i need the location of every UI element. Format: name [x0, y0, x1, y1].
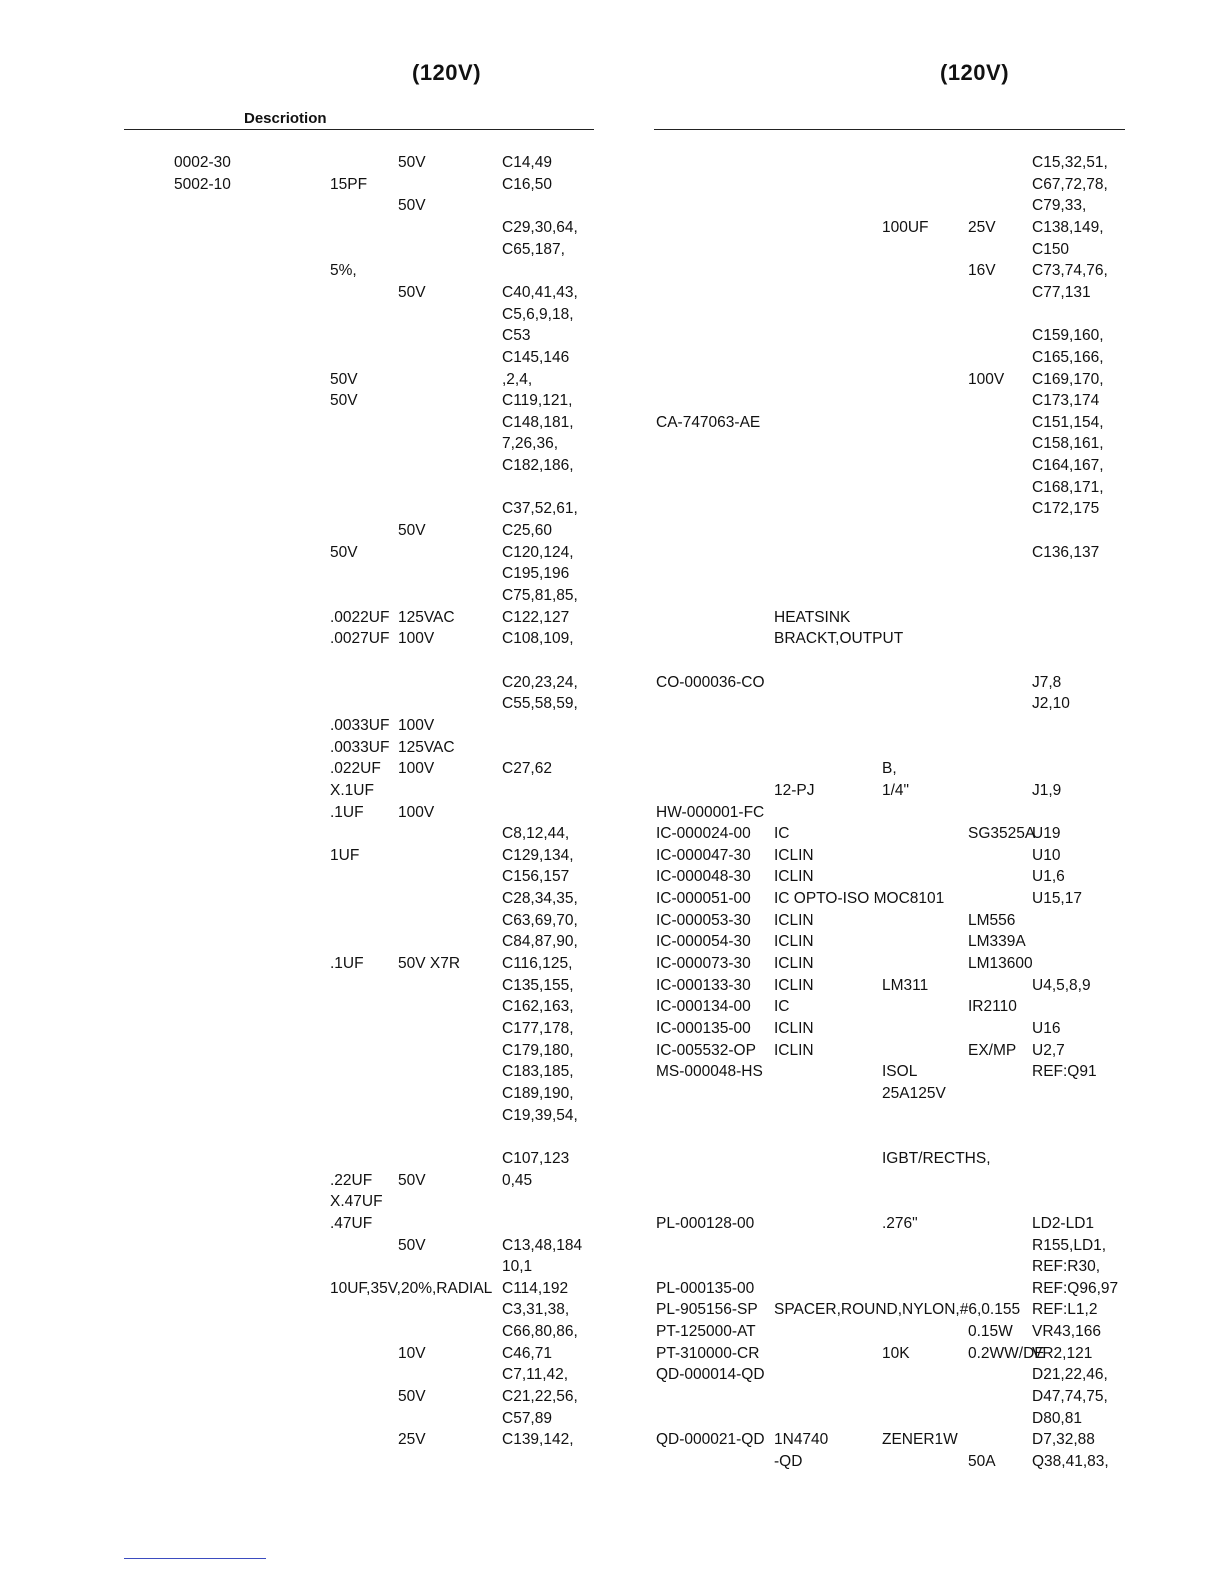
cell-ref: REF:L1,2: [1032, 1301, 1098, 1319]
cell-rating: 10V: [398, 1344, 426, 1362]
cell-ref: C177,178,: [502, 1020, 574, 1037]
cell-ref: C84,87,90,: [502, 933, 578, 951]
list-item: [0, 455, 1224, 477]
cell-ref: C40,41,43,: [502, 283, 578, 301]
cell-desc: IC: [774, 998, 790, 1016]
cell-ref: C8,12,44,: [502, 825, 570, 843]
cell-rating: 50A: [968, 1453, 996, 1470]
cell-rating: EX/MP: [968, 1041, 1017, 1059]
cell-value: .022UF: [330, 760, 381, 778]
cell-ref: U19: [1032, 825, 1061, 843]
list-item: [0, 1386, 1224, 1408]
list-item: [0, 1235, 1224, 1257]
cell-ref: C46,71: [502, 1344, 552, 1362]
list-item: [0, 1408, 1224, 1430]
list-item: [0, 195, 1224, 217]
cell-ref: C107,123: [502, 1149, 570, 1167]
cell-rating: 100V: [398, 630, 435, 648]
list-item: [0, 1364, 1224, 1386]
cell-ref: C195,196: [502, 565, 570, 583]
list-item: [0, 1018, 1224, 1040]
cell-value: 1UF: [330, 846, 360, 864]
cell-ref: C5,6,9,18,: [502, 305, 574, 323]
list-item: [0, 325, 1224, 347]
cell-part: IC-000024-00: [656, 825, 751, 843]
cell-value: .0033UF: [330, 738, 390, 756]
cell-rating: 0.15W: [968, 1323, 1013, 1341]
list-item: [0, 174, 1224, 196]
cell-value: .276": [882, 1214, 918, 1232]
list-item: [0, 1191, 1224, 1213]
cell-desc: BRACKT,OUTPUT: [774, 630, 904, 648]
cell-ref: C53: [502, 327, 531, 345]
list-item: [0, 715, 1224, 737]
cell-part: IC-000073-30: [656, 955, 751, 973]
cell-ref: C162,163,: [502, 998, 574, 1016]
cell-value: .1UF: [330, 803, 364, 821]
cell-ref: C135,155,: [502, 976, 574, 994]
list-item: [0, 672, 1224, 694]
cell-part: PT-125000-AT: [656, 1323, 756, 1341]
list-item: [0, 390, 1224, 412]
cell-ref: REF:Q96,97: [1032, 1279, 1119, 1297]
list-item: [0, 1148, 1224, 1170]
header-rule-right: [654, 129, 1125, 130]
cell-part: IC-000053-30: [656, 911, 751, 929]
cell-value: ZENER1W: [882, 1431, 958, 1449]
list-item: [0, 693, 1224, 715]
cell-rating: IR2110: [968, 998, 1017, 1016]
cell-rating: 100V: [398, 716, 435, 734]
list-item: [0, 931, 1224, 953]
cell-ref: U16: [1032, 1020, 1061, 1037]
cell-ref: C182,186,: [502, 457, 574, 475]
cell-desc: IC: [774, 825, 790, 843]
cell-desc: ICLIN: [774, 955, 814, 973]
cell-value: .0027UF: [330, 630, 390, 648]
cell-value: .1UF: [330, 955, 364, 973]
cell-desc: IC OPTO-ISO MOC8101: [774, 890, 945, 908]
cell-part: CA-747063-AE: [656, 413, 761, 431]
cell-desc: ICLIN: [774, 868, 814, 886]
cell-rating: 0.2WW/DE: [968, 1344, 1045, 1362]
cell-ref: 0,45: [502, 1171, 533, 1189]
cell-value: 15PF: [330, 175, 368, 193]
cell-ref: C3,31,38,: [502, 1301, 570, 1319]
cell-rating: 50V: [398, 1236, 426, 1254]
list-item: [0, 650, 1224, 672]
cell-part: QD-000021-QD: [656, 1431, 765, 1449]
cell-ref: C120,124,: [502, 543, 574, 561]
cell-ref: C158,161,: [1032, 435, 1104, 453]
cell-ref: C28,34,35,: [502, 890, 578, 908]
cell-part: QD-000014-QD: [656, 1366, 765, 1384]
cell-ref: C37,52,61,: [502, 500, 578, 518]
cell-ref: C145,146: [502, 348, 570, 366]
cell-ref: C114,192: [502, 1279, 569, 1297]
list-item: [0, 1343, 1224, 1365]
list-item: [0, 1299, 1224, 1321]
cell-desc: SPACER,ROUND,NYLON,#6,0.155: [774, 1301, 1021, 1319]
cell-desc: ICLIN: [774, 976, 814, 994]
list-item: [0, 1083, 1224, 1105]
cell-ref: C15,32,51,: [1032, 154, 1108, 171]
cell-desc: -QD: [774, 1453, 803, 1470]
cell-value: X.47UF: [330, 1193, 383, 1211]
cell-ref: C25,60: [502, 522, 552, 540]
cell-rating: 50V X7R: [398, 955, 461, 973]
cell-part: HW-000001-FC: [656, 803, 765, 821]
cell-ref: Q38,41,83,: [1032, 1453, 1109, 1470]
cell-ref: D7,32,88: [1032, 1431, 1095, 1449]
cell-rating: 50V: [398, 1171, 426, 1189]
cell-ref: C55,58,59,: [502, 695, 578, 713]
cell-value: .22UF: [330, 1171, 373, 1189]
cell-part: IC-000133-30: [656, 976, 751, 994]
cell-desc: ICLIN: [774, 933, 814, 951]
cell-value: .47UF: [330, 1214, 373, 1232]
cell-ref: C13,48,184: [502, 1236, 583, 1254]
cell-ref: D21,22,46,: [1032, 1366, 1108, 1384]
list-item: [0, 888, 1224, 910]
cell-ref: C20,23,24,: [502, 673, 578, 691]
list-item: [0, 412, 1224, 434]
cell-ref: C65,187,: [502, 240, 565, 258]
list-item: [0, 802, 1224, 824]
cell-ref: U15,17: [1032, 890, 1082, 908]
cell-ref: C75,81,85,: [502, 587, 578, 604]
cell-rating: LM13600: [968, 955, 1033, 973]
cell-value: 25A125V: [882, 1084, 946, 1102]
cell-ref: C165,166,: [1032, 348, 1104, 366]
cell-ref: C189,190,: [502, 1084, 574, 1102]
list-item: [0, 996, 1224, 1018]
cell-ref: REF:Q91: [1032, 1063, 1097, 1081]
cell-ref: C159,160,: [1032, 327, 1104, 345]
cell-ref: D80,81: [1032, 1409, 1082, 1427]
cell-ref: C129,134,: [502, 846, 574, 864]
cell-part: PL-000135-00: [656, 1279, 755, 1297]
cell-desc: 12-PJ: [774, 781, 815, 799]
list-item: [0, 1429, 1224, 1451]
cell-value: 50V: [330, 543, 358, 561]
cell-ref: C67,72,78,: [1032, 175, 1108, 193]
page-title-right: (120V): [940, 60, 1010, 85]
cell-part: IC-000134-00: [656, 998, 751, 1016]
cell-value: .0022UF: [330, 608, 390, 626]
cell-desc: ICLIN: [774, 1020, 814, 1037]
cell-part: CO-000036-CO: [656, 673, 765, 691]
footnote-rule: [124, 1558, 266, 1559]
cell-value: ISOL: [882, 1063, 918, 1081]
cell-rating: SG3525A: [968, 825, 1036, 843]
cell-desc: ICLIN: [774, 911, 814, 929]
cell-ref: C21,22,56,: [502, 1388, 578, 1406]
list-item: [0, 628, 1224, 650]
cell-rating: 125VAC: [398, 738, 455, 756]
cell-desc: ICLIN: [774, 1041, 814, 1059]
cell-rating: LM339A: [968, 933, 1026, 951]
list-item: [0, 607, 1224, 629]
cell-ref: REF:R30,: [1032, 1258, 1101, 1276]
cell-rating: 50V: [398, 1388, 426, 1406]
list-item: [0, 823, 1224, 845]
cell-ref: C156,157: [502, 868, 570, 886]
cell-ref: C63,69,70,: [502, 911, 578, 929]
cell-ref: C119,121,: [502, 392, 573, 410]
list-item: [0, 1105, 1224, 1127]
cell-ref: C66,80,86,: [502, 1323, 578, 1341]
cell-rating: 125VAC: [398, 608, 455, 626]
cell-ref: C108,109,: [502, 630, 574, 648]
cell-ref: C122,127: [502, 608, 570, 626]
cell-rating: 100V: [398, 803, 435, 821]
cell-ref: 10,1: [502, 1258, 533, 1276]
cell-ref: C29,30,64,: [502, 218, 578, 236]
list-item: [0, 1278, 1224, 1300]
list-item: [0, 304, 1224, 326]
cell-ref: U10: [1032, 846, 1061, 864]
cell-ref: VR2,121: [1032, 1344, 1093, 1362]
cell-ref: C168,171,: [1032, 478, 1104, 496]
description-column-heading: Descriotion: [244, 110, 327, 127]
cell-value: 10K: [882, 1344, 910, 1362]
list-item: [0, 239, 1224, 261]
list-item: [0, 1321, 1224, 1343]
cell-part: IC-005532-OP: [656, 1041, 756, 1059]
cell-value: X.1UF: [330, 781, 374, 799]
cell-value: .0033UF: [330, 716, 390, 734]
cell-value: 100UF: [882, 218, 929, 236]
cell-ref: J7,8: [1032, 673, 1062, 691]
list-item: [0, 1213, 1224, 1235]
cell-ref: C136,137: [1032, 543, 1100, 561]
cell-desc: ICLIN: [774, 846, 814, 864]
cell-part: 0002-30: [174, 154, 231, 171]
cell-ref: C57,89: [502, 1409, 552, 1427]
cell-value: 50V: [330, 392, 358, 410]
list-item: [0, 542, 1224, 564]
cell-ref: J1,9: [1032, 781, 1062, 799]
list-item: [0, 585, 1224, 607]
list-item: [0, 780, 1224, 802]
cell-ref: C148,181,: [502, 413, 574, 431]
cell-rating: 100V: [968, 370, 1005, 388]
cell-ref: LD2-LD1: [1032, 1214, 1095, 1232]
cell-desc: 1N4740: [774, 1431, 829, 1449]
cell-rating: 50V: [398, 197, 426, 215]
list-item: [0, 347, 1224, 369]
cell-ref: C138,149,: [1032, 218, 1104, 236]
cell-ref: D47,74,75,: [1032, 1388, 1108, 1406]
cell-ref: C19,39,54,: [502, 1106, 578, 1124]
cell-ref: U2,7: [1032, 1041, 1065, 1059]
cell-rating: LM556: [968, 911, 1016, 929]
cell-part: PL-000128-00: [656, 1214, 755, 1232]
cell-ref: C77,131: [1032, 283, 1091, 301]
cell-ref: C151,154,: [1032, 413, 1104, 431]
list-item: [0, 1451, 1224, 1473]
cell-ref: C169,170,: [1032, 370, 1104, 388]
cell-ref: C7,11,42,: [502, 1366, 569, 1384]
cell-ref: C16,50: [502, 175, 552, 193]
cell-ref: ,2,4,: [502, 370, 533, 388]
cell-part: IC-000135-00: [656, 1020, 751, 1037]
list-item: [0, 975, 1224, 997]
cell-ref: J2,10: [1032, 695, 1070, 713]
cell-value: 1/4": [882, 781, 910, 799]
list-item: [0, 520, 1224, 542]
cell-ref: U1,6: [1032, 868, 1065, 886]
list-item: [0, 953, 1224, 975]
list-item: [0, 910, 1224, 932]
cell-value: IGBT/RECTHS,: [882, 1149, 991, 1167]
cell-part: IC-000047-30: [656, 846, 751, 864]
list-item: [0, 737, 1224, 759]
cell-rating: 50V: [398, 522, 426, 540]
list-item: [0, 563, 1224, 585]
list-item: [0, 845, 1224, 867]
header-rule-left: [124, 129, 594, 130]
cell-ref: R155,LD1,: [1032, 1236, 1107, 1254]
cell-value: LM311: [882, 976, 929, 994]
cell-part: IC-000048-30: [656, 868, 751, 886]
cell-part: IC-000051-00: [656, 890, 751, 908]
list-item: [0, 1170, 1224, 1192]
cell-rating: 50V: [398, 154, 426, 171]
cell-ref: C73,74,76,: [1032, 262, 1108, 280]
cell-part: 5002-10: [174, 175, 231, 193]
cell-value: 5%,: [330, 262, 357, 280]
cell-ref: C183,185,: [502, 1063, 574, 1081]
list-item: [0, 477, 1224, 499]
cell-ref: C14,49: [502, 154, 552, 171]
cell-value: 10UF,35V,20%,RADIAL: [330, 1279, 493, 1297]
cell-value: 50V: [330, 370, 358, 388]
cell-value: B,: [882, 760, 897, 778]
list-item: [0, 369, 1224, 391]
cell-rating: 16V: [968, 262, 996, 280]
cell-ref: C172,175: [1032, 500, 1100, 518]
list-item: [0, 1256, 1224, 1278]
list-item: [0, 758, 1224, 780]
list-item: [0, 1126, 1224, 1148]
list-item: [0, 433, 1224, 455]
list-item: [0, 282, 1224, 304]
cell-ref: C79,33,: [1032, 197, 1087, 215]
cell-ref: 7,26,36,: [502, 435, 559, 453]
cell-part: PL-905156-SP: [656, 1301, 758, 1319]
cell-rating: 25V: [398, 1431, 426, 1449]
list-item: [0, 217, 1224, 239]
list-item: [0, 260, 1224, 282]
cell-rating: 100V: [398, 760, 435, 778]
cell-ref: VR43,166: [1032, 1323, 1101, 1341]
list-item: [0, 1061, 1224, 1083]
list-item: [0, 1040, 1224, 1062]
list-item: [0, 152, 1224, 174]
cell-ref: C164,167,: [1032, 457, 1104, 475]
list-item: [0, 498, 1224, 520]
cell-ref: C27,62: [502, 760, 552, 778]
cell-ref: C150: [1032, 240, 1070, 258]
cell-part: PT-310000-CR: [656, 1344, 760, 1362]
cell-ref: C139,142,: [502, 1431, 574, 1449]
list-item: [0, 866, 1224, 888]
cell-ref: U4,5,8,9: [1032, 976, 1091, 994]
cell-part: IC-000054-30: [656, 933, 751, 951]
cell-ref: C116,125,: [502, 955, 573, 973]
cell-part: MS-000048-HS: [656, 1063, 763, 1081]
cell-desc: HEATSINK: [774, 608, 851, 626]
cell-ref: C173,174: [1032, 392, 1100, 410]
cell-rating: 50V: [398, 283, 426, 301]
cell-ref: C179,180,: [502, 1041, 574, 1059]
cell-rating: 25V: [968, 218, 996, 236]
page-title-left: (120V): [412, 60, 482, 85]
